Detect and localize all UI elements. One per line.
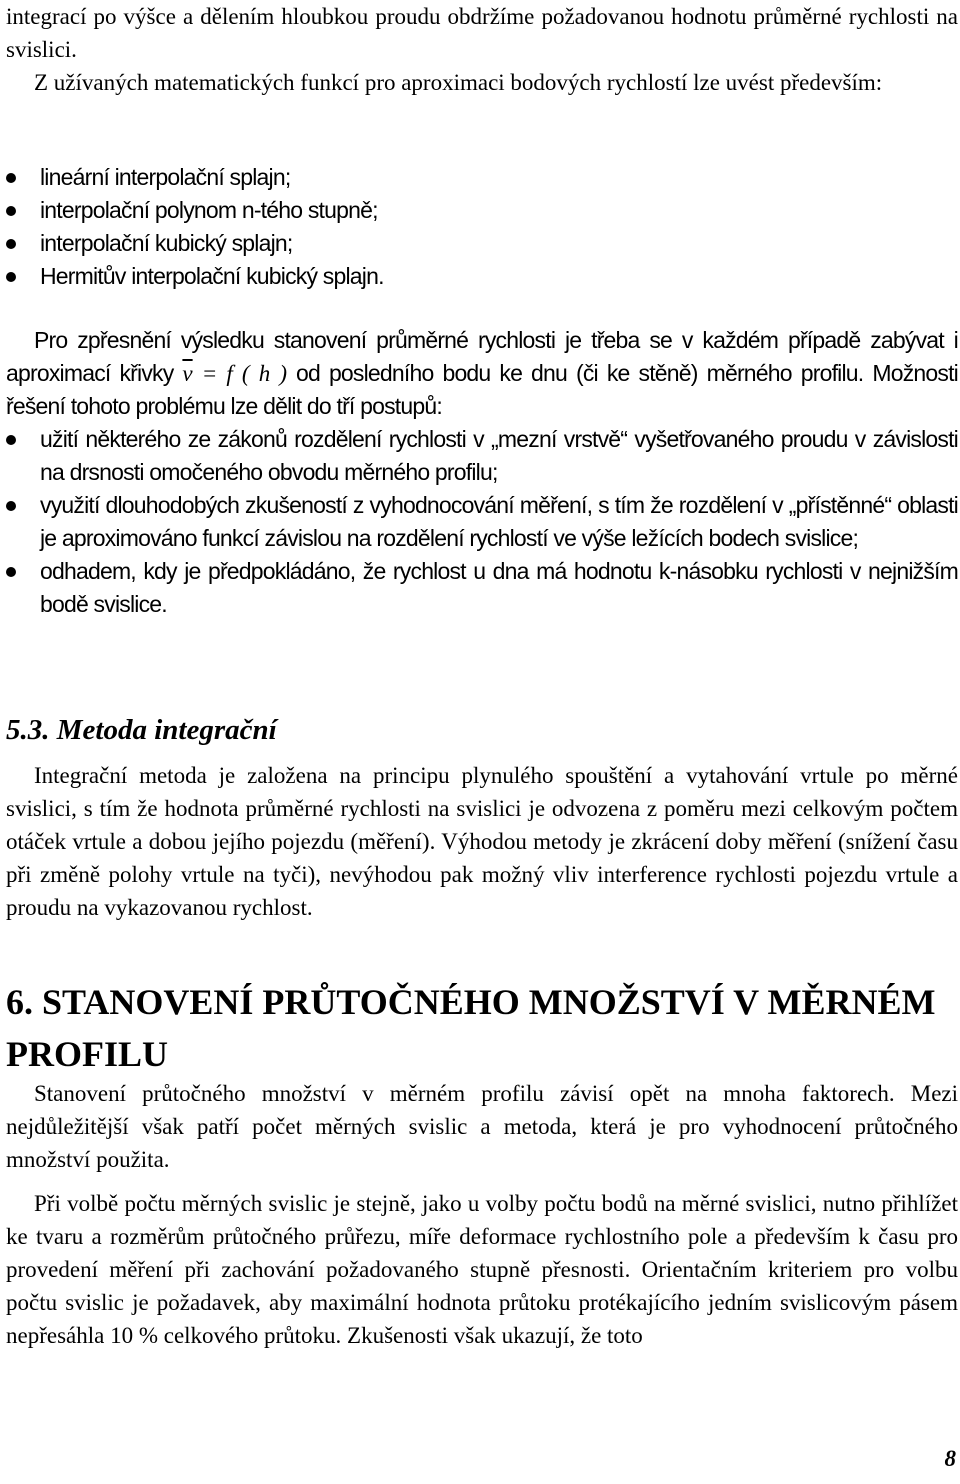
section-paragraph: Integrační metoda je založena na principu plynulého spouštění a vytahování vrtule po měrné svislici, s tím že hodnota průměrné rychlosti na svislici je odvozena z poměru mezi celkovým počtem otáček vrtule a dobou jejího pojezdu (měření). Výhodou metody je zkrácení doby měření (snížení času při změně polohy vrtule na tyči), nevýhodou pak možný vliv interference rychlosti pojezdu vrtule a proudu na vykazovanou rychlost.	[6, 763, 958, 920]
section-heading: 5.3. Metoda integrační	[6, 714, 277, 746]
intro-paragraph-continued: integrací po výšce a dělením hloubkou proudu obdržíme požadovanou hodnotu průměrné rychlosti na svislici.	[6, 4, 958, 62]
bullet-icon	[6, 239, 16, 249]
chapter-6	[6, 976, 958, 1080]
refine-block	[6, 324, 958, 621]
formula: $\overline{v} = f$ ( h )	[182, 361, 288, 386]
refine-paragraph: Pro zpřesnění výsledku stanovení průměrné rychlosti je třeba se v každém případě zabývat i aproximací křivky $\overline{v} = f$ ( h ) od posledního bodu ke dnu (či ke stěně) měrného profilu. Možnosti řešení tohoto problému lze dělit do tří postupů:	[6, 327, 958, 419]
chapter-paragraph-1: Stanovení průtočného množství v měrném profilu závisí opět na mnoha faktorech. Mezi nejdůležitější však patří počet měrných svislic a metoda, která je pro vyhodnocení průtočného množství použita.	[6, 1081, 958, 1172]
functions-list-block	[6, 161, 958, 293]
bullet-icon	[6, 206, 16, 216]
intro-paragraph: Z užívaných matematických funkcí pro aproximaci bodových rychlostí lze uvést především:	[34, 70, 883, 95]
chapter-heading: 6. STANOVENÍ PRŮTOČNÉHO MNOŽSTVÍ V MĚRNÉM PROFILU	[6, 982, 936, 1074]
list-item: využití dlouhodobých zkušeností z vyhodnocování měření, s tím že rozdělení v „přístěnné“ oblasti je aproximováno funkcí závislou na rozdělení rychlostí ve výše ležících bodech svislice;	[6, 489, 958, 555]
bullet-icon	[6, 173, 16, 183]
chapter-paragraph-2: Při volbě počtu měrných svislic je stejně, jako u volby počtu bodů na měrné svislici, nutno přihlížet ke tvaru a rozměrům průtočného průřezu, míře deformace rychlostního pole a především k času pro provedení měření při zachování požadovaného stupně přesnosti. Orientačním kriteriem pro volbu počtu svislic je požadavek, aby maximální hodnota průtoku protékajícího jedním svislicovým pásem nepřesáhla 10 % celkového průtoku. Zkušenosti však ukazují, že toto	[6, 1191, 958, 1348]
section-5-3-body	[6, 759, 958, 924]
list-item: Hermitův interpolační kubický splajn.	[6, 260, 958, 293]
bullet-icon	[6, 501, 16, 511]
functions-list	[6, 161, 958, 293]
list-item: interpolační polynom n-tého stupně;	[6, 194, 958, 227]
list-item: užití některého ze zákonů rozdělení rychlosti v „mezní vrstvě“ vyšetřovaného proudu v závislosti na drsnosti omočeného obvodu měrného profilu;	[6, 423, 958, 489]
chapter-6-body	[6, 1077, 958, 1352]
bullet-icon	[6, 435, 16, 445]
intro-block	[6, 0, 958, 99]
section-5-3	[6, 712, 958, 748]
bullet-icon	[6, 567, 16, 577]
approaches-list	[6, 423, 958, 621]
list-item: interpolační kubický splajn;	[6, 227, 958, 260]
page-number: 8	[944, 1446, 956, 1471]
list-item: lineární interpolační splajn;	[6, 161, 958, 194]
list-item: odhadem, kdy je předpokládáno, že rychlost u dna má hodnotu k-násobku rychlosti v nejnižším bodě svislice.	[6, 555, 958, 621]
bullet-icon	[6, 272, 16, 282]
